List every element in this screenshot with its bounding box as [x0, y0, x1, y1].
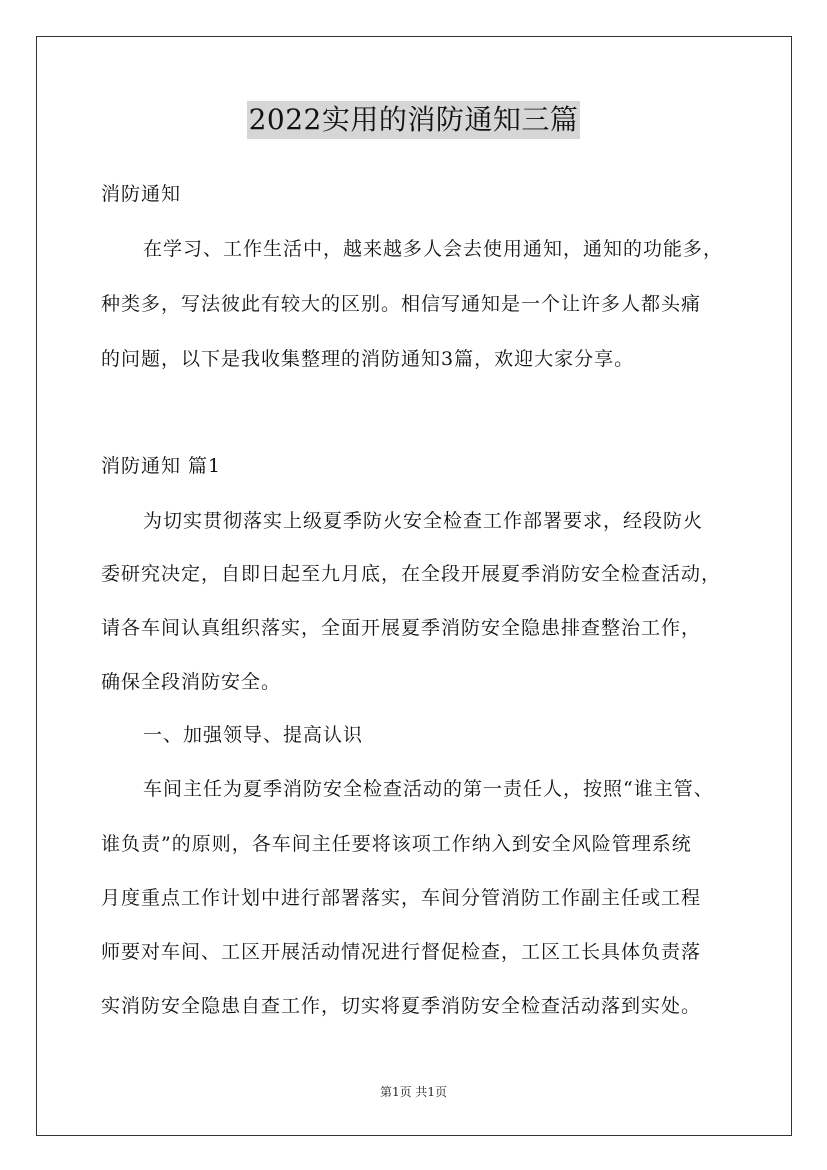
title-container: [0, 101, 827, 139]
intro-line: 的问题，以下是我收集整理的消防通知3篇，欢迎大家分享。: [101, 348, 635, 370]
article-heading: 消防通知 篇1: [101, 455, 222, 477]
subheading: 一、加强领导、提高认识: [143, 724, 364, 746]
paragraph-line: 月度重点工作计划中进行部署落实，车间分管消防工作副主任或工程: [101, 887, 702, 909]
paragraph-line: 委研究决定，自即日起至九月底，在全段开展夏季消防安全检查活动，: [101, 563, 722, 585]
intro-line: 种类多，写法彼此有较大的区别。相信写通知是一个让许多人都头痛: [101, 293, 702, 315]
paragraph-line: 实消防安全隐患自查工作，切实将夏季消防安全检查活动落到实处。: [101, 995, 702, 1017]
intro-line: 在学习、工作生活中，越来越多人会去使用通知，通知的功能多，: [143, 238, 724, 260]
paragraph-line: 车间主任为夏季消防安全检查活动的第一责任人，按照“谁主管、: [143, 778, 714, 800]
paragraph-line: 确保全段消防安全。: [101, 671, 282, 693]
document-title: 2022实用的消防通知三篇: [247, 101, 581, 139]
paragraph-line: 谁负责”的原则，各车间主任要将该项工作纳入到安全风险管理系统: [101, 833, 692, 855]
page-footer: 第1页 共1页: [379, 1085, 448, 1099]
paragraph-line: 为切实贯彻落实上级夏季防火安全检查工作部署要求，经段防火: [143, 510, 704, 532]
paragraph-line: 师要对车间、工区开展活动情况进行督促检查，工区工长具体负责落: [101, 941, 702, 963]
paragraph-line: 请各车间认真组织落实，全面开展夏季消防安全隐患排查整治工作，: [101, 617, 702, 639]
section-heading: 消防通知: [101, 183, 182, 205]
